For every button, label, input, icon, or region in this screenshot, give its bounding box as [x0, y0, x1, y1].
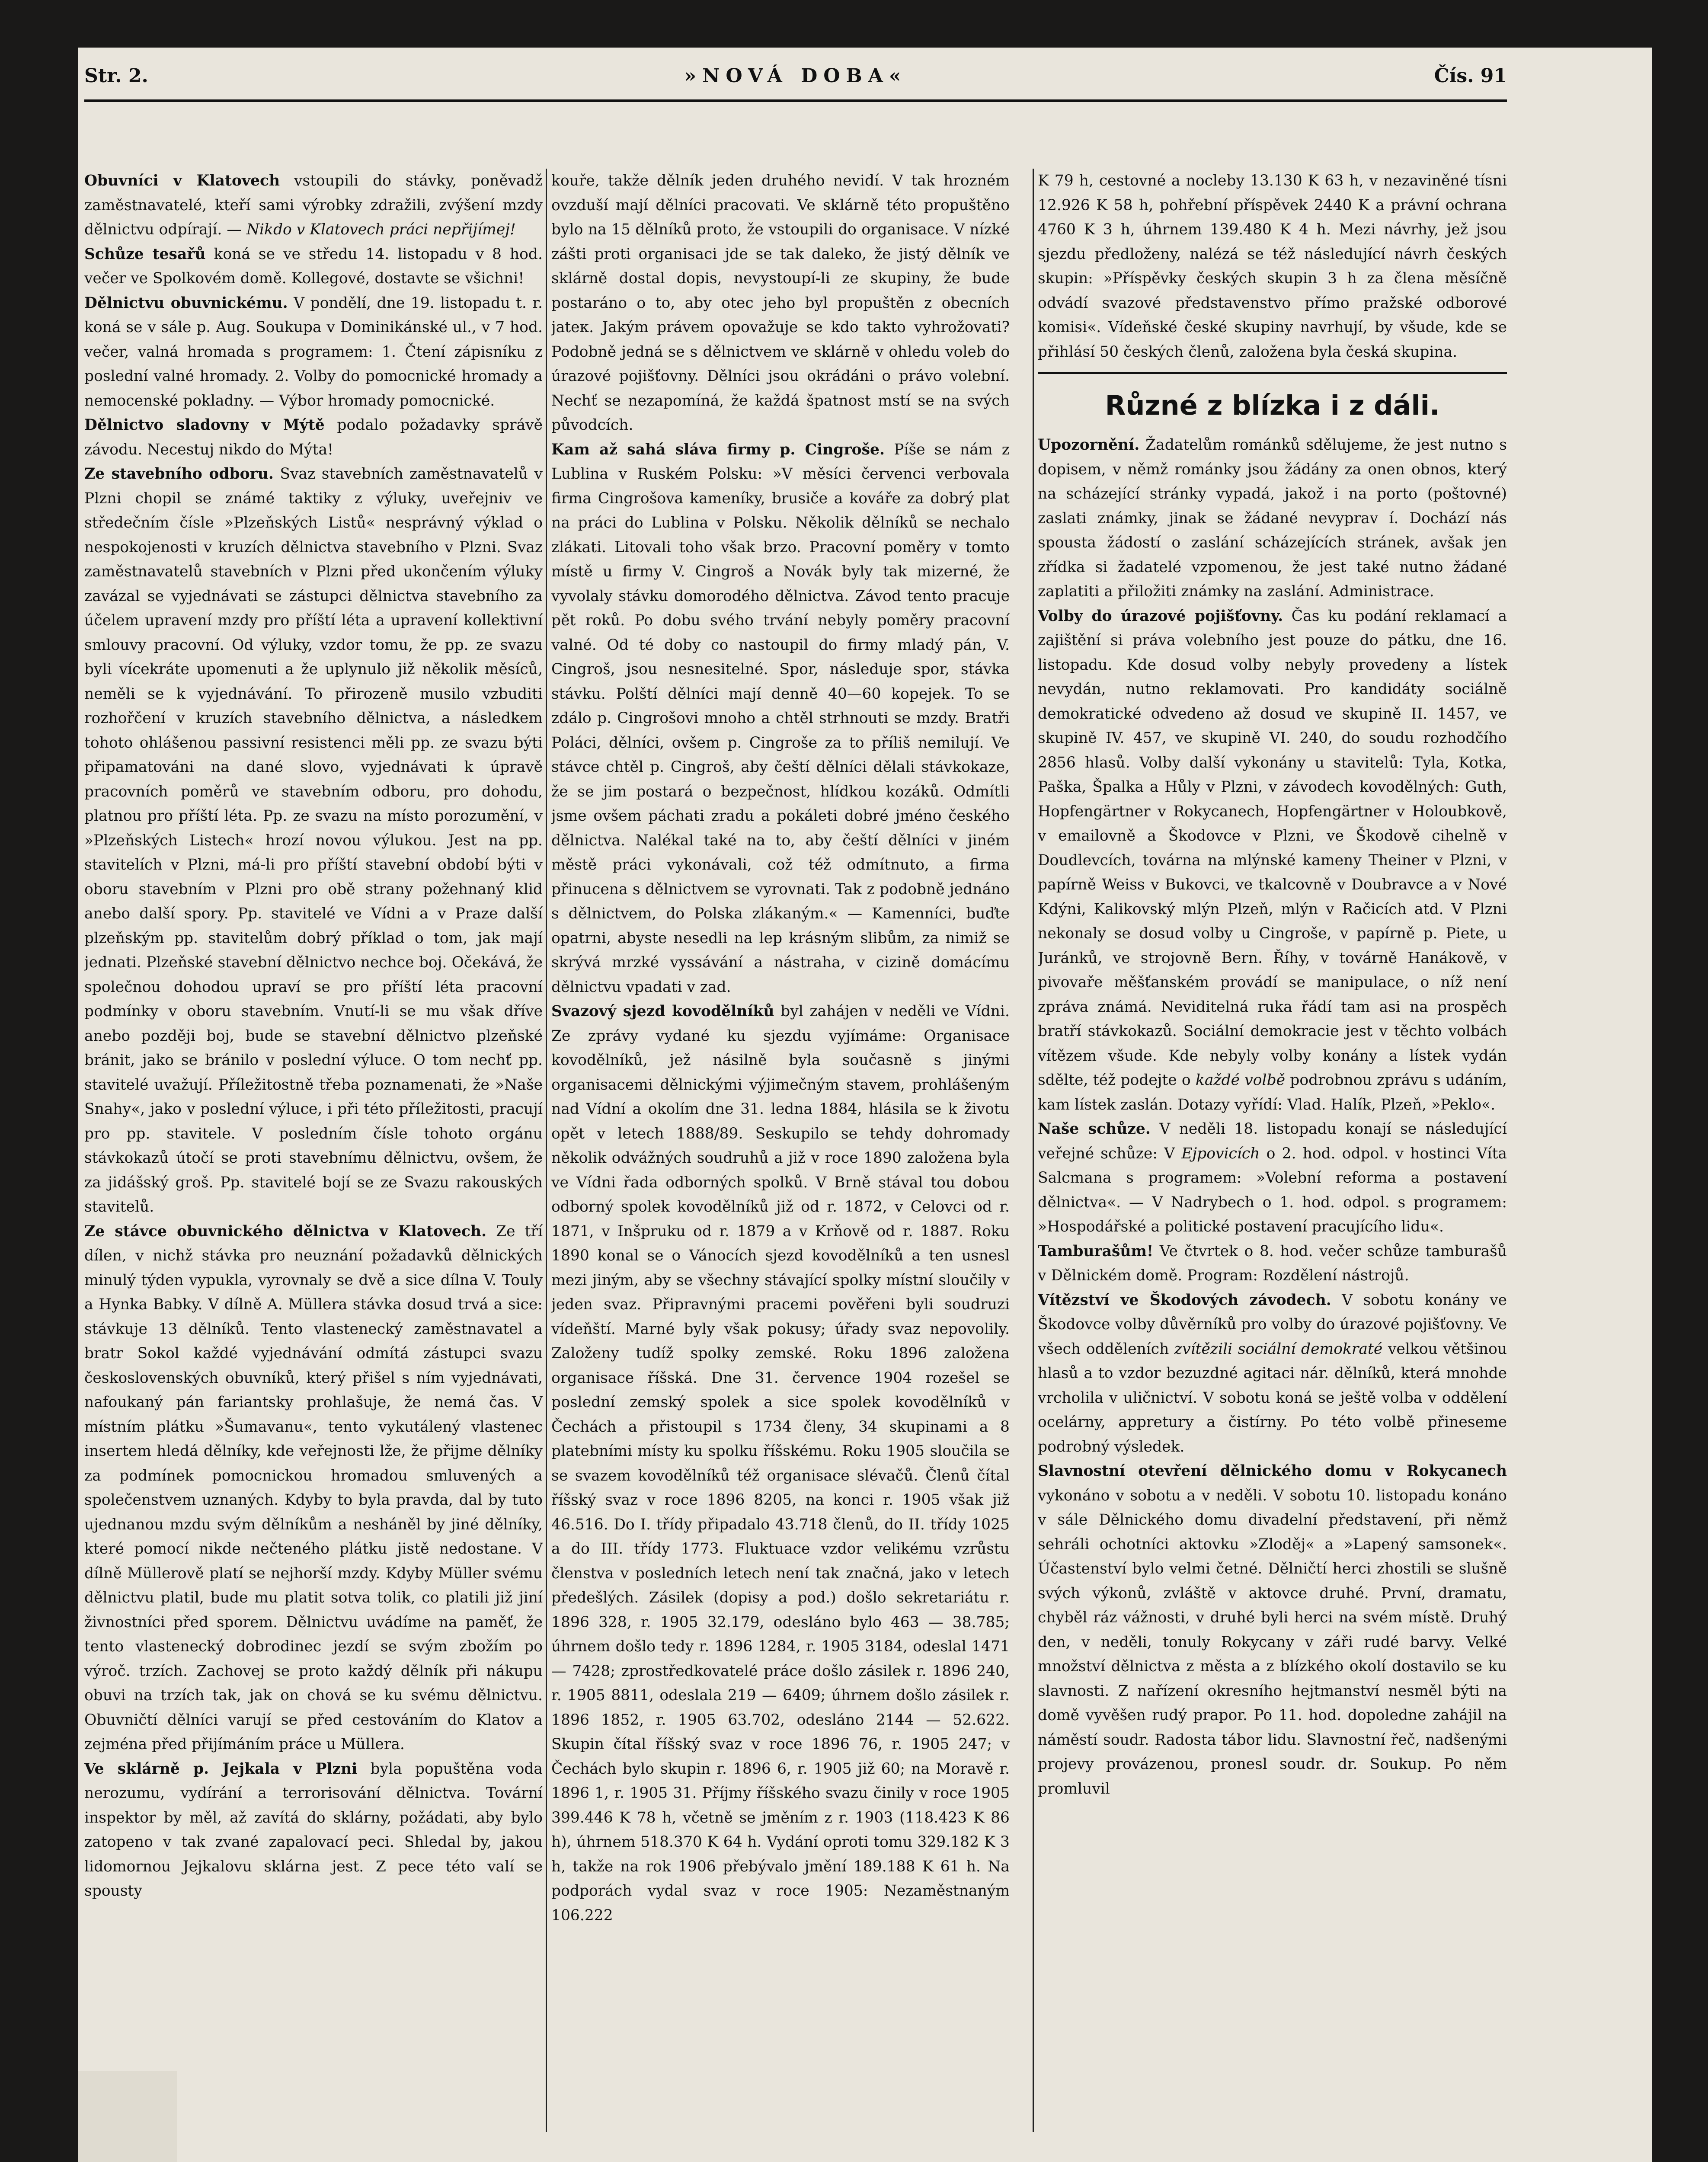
article-text: V sobotu konány ve Škodovce volby důvěrníků pro volby do úrazové pojišťovny. Ve všech odděleních: [1038, 1291, 1507, 1358]
article-text: podalo požadavky správě závodu. Necestuj nikdo do Mýta!: [84, 416, 543, 458]
article-headline: Obuvníci v Klatovech: [84, 172, 280, 189]
article-headline: Upozornění.: [1038, 436, 1140, 454]
article-text: vstoupili do stávky, poněvadž zaměstnavatelé, kteří sami výrobky zdražili, zvýšení mzdy dělnictvu odpírají. —: [84, 172, 543, 238]
article-paragraph: [1038, 1459, 1507, 1801]
article-paragraph: [1038, 169, 1507, 364]
article-text: o 2. hod. odpol. v hostinci Víta Salcmana s programem: »Volební reforma a postavení dělnictva«. — V Nadrybech o 1. hod. odpol. s programem: »Hospodářské a politické postavení pracujícího lidu«.: [1038, 1145, 1507, 1235]
article-text: Čas ku podání reklamací a zajištění si práva volebního jest pouze do pátku, dne 16. listopadu. Kde dosud volby nebyly provedeny a lístek nevydán, nutno reklamovati. Pro kandidáty sociálně demokratické odvedeno až dosud ve skupině II. 1457, ve skupině IV. 457, ve skupině VI. 240, do soudu rozhodčího 2856 hlasů. Volby další vykonány u stavitelů: Tyla, Kotka, Paška, Špalka a Hůly v Plzni, v závodech kovodělných: Guth, Hopfengärtner v Rokycanech, Hopfengärtner v Holoubkově, v emailovně a Škodovce v Plzni, ve Škodově cihelně v Doudlevcích, továrna na mlýnské kameny Theiner v Plzni, v papírně Weiss v Bukovci, ve tkalcovně v Doubravce a v Nové Kdýni, Kalikovský mlýn Plzeň, mlýn v Račicích atd. V Plzni nekonaly se dosud volby u Cingroše, v papírně p. Piete, u Juránků, ve strojovně Bern. Říhy, v továrně Hanákově, v pivovaře měšťanském provádí se manipulace, o níž není zpráva známá. Neviditelná ruka řádí tam asi na prospěch bratří stávkokazů. Sociální demokracie jest v těchto volbách vítězem všude. Kde nebyly volby konány a lístek vydán sdělte, též podejte o: [1038, 607, 1507, 1089]
page-number: Str. 2.: [84, 65, 148, 87]
article-text: Ve čtvrtek o 8. hod. večer schůze tamburašů v Dělnickém domě. Program: Rozdělení nástrojů.: [1038, 1242, 1507, 1284]
article-paragraph: [1038, 604, 1507, 1117]
article-headline: Schůze tesařů: [84, 245, 206, 263]
article-paragraph: [1038, 433, 1507, 604]
article-headline: Tamburašům!: [1038, 1242, 1154, 1260]
article-paragraph: [1038, 1288, 1507, 1459]
article-emphasis: každé volbě: [1195, 1071, 1286, 1089]
article-paragraph: [551, 999, 1010, 1928]
article-paragraph: [84, 413, 543, 462]
article-paragraph: [84, 291, 543, 413]
article-text: K 79 h, cestovné a nocleby 13.130 K 63 h, v nezaviněné tísni 12.926 K 58 h, pohřební příspěvek 2440 K a právní ochrana 4760 K 3 h, úhrnem 139.480 K 4 h. Mezi návrhy, jež jsou sjezdu předloženy, nalézá se též následující návrh českých skupin: »Příspěvky českých skupin 3 h za člena měsíčně odvádí svazové představenstvo přímo pražské odborové komisi«. Vídeňské české skupiny navrhují, by všude, kde se přihlásí 50 českých členů, založena byla česká skupina.: [1038, 172, 1507, 361]
article-text: V pondělí, dne 19. listopadu t. r. koná se v sále p. Aug. Soukupa v Dominikánské ul., v 7 hod. večer, valná hromada s programem: 1. Čtení zápisníku z poslední valné hromady. 2. Volby do pomocnické hromady a nemocenské pokladny. — Výbor hromady pomocnické.: [84, 294, 543, 409]
article-text: kouře, takže dělník jeden druhého nevidí. V tak hrozném ovzduší mají dělníci pracovati. Ve sklárně této propuštěno bylo na 15 dělníků proto, že vstoupili do organisace. V nízké zášti proti organisaci jde se tak daleko, že jistý dělník ve sklárně dostal dopis, nevystoupí-li ze skupiny, že bude postaráno o to, aby otec jeho byl propuštěn z obecních jateк. Jakým právem opovažuje se kdo takto vyhrožovati? Podobně jedná se s dělnictvem ve sklárně v ohledu voleb do úrazové pojišťovny. Dělníci jsou okrádáni o právo volební. Nechť se nezapomíná, že každá špatnost mstí se na svých původcích.: [551, 172, 1010, 434]
article-paragraph: [84, 1219, 543, 1757]
page-header: [84, 65, 1507, 99]
article-text: podrobnou zprávu s udáním, kam lístek zaslán. Dotazy vyřídí: Vlad. Halík, Plzeň, »Peklo«.: [1038, 1071, 1507, 1113]
article-emphasis: Ejpovicích: [1181, 1145, 1260, 1162]
article-text: Žadatelům románků sdělujeme, že jest nutno s dopisem, v němž románky jsou žádány za onen obnos, který na scházející stránky vypadá, jakož i na porto (poštovné) zaslati známky, jinak se žádané nevyprav í. Dochází nás spousta žádostí o zaslání scházejících stránek, avšak jen zřídka si žadatelé vzpomenou, že jest také nutno žádané zaplatiti a přiložiti známky na zaslání. Administrace.: [1038, 436, 1507, 600]
article-headline: Dělnictvu obuvnickému.: [84, 294, 288, 312]
column-3: [1038, 169, 1507, 2132]
article-text: Ze tří dílen, v nichž stávka pro neuznání požadavků dělnických minulý týden vypukla, vyrovnaly se dvě a sice dílna V. Touly a Hynka Babky. V dílně A. Müllera stávka dosud trvá a sice: stávkuje 13 dělníků. Tento vlastenecký zaměstnavatel a bratr Sokol každé vyjednávání odmítá zástupci svazu československých obuvníků, který přišel s ním vyjednávati, nafoukaný pán fariantsky prohlašuje, že nemá čas. V místním plátku »Šumavanu«, tento vykutálený vlastenec insertem hledá dělníky, kde veřejnosti lže, že přijme dělníky za podmínek pomocnickou hromadou smluvených a společenstvem uznaných. Kdyby to byla pravda, dal by tuto ujednanou mzdu svým dělníkům a nesháněl by jiné dělníky, které pomocí nikde nečteného plátku jistě nedostane. V dílně Müllerově platí se nejhorší mzdy. Kdyby Müller svému dělnictvu platil, bude mu platit sotva tolik, co platili již jiní živnostníci před sporem. Dělnictvu uvádíme na paměť, že tento vlastenecký dobrodinec jezdí se svým zbožím po výroč. trzích. Zachovej se proto každý dělník při nákupu obuvi na trzích tak, jak on chová se ku svému dělnictvu. Obuvničtí dělníci varují se před cestováním do Klatov a zejména před přijímáním práce u Müllera.: [84, 1222, 543, 1753]
section-rule: [1038, 372, 1507, 377]
article-text: Píše se nám z Lublina v Ruském Polsku: »V měsíci červenci verbovala firma Cingrošova kameníky, brusiče a kováře za dobrý plat na práci do Lublina v Polsku. Několik dělníků se nechalo zlákati. Litovali toho však brzo. Pracovní poměry v tomto místě u firmy V. Cingroš a Novák byly tak mizerné, že vyvolaly stávku domorodého dělnictva. Závod tento pracuje pět roků. Po dobu svého trvání nebyly poměry pracovní valné. Od té doby co nastoupil do firmy mladý pán, V. Cingroš, jsou nesnesitelné. Spor, následuje spor, stávka stávku. Polští dělníci mají denně 40—60 kopejek. To se zdálo p. Cingrošovi mnoho a chtěl strhnouti se mzdy. Bratři Poláci, dělníci, ovšem p. Cingroše za to příliš nemilují. Ve stávce chtěl p. Cingroš, aby čeští dělníci dělali stávkokaze, že se jim postará o bezpečnost, hlídkou kozáků. Odmítli jsme ovšem páchati zradu a pokáleti dobré jméno českého dělnictva. Nalékal také na to, aby čeští dělníci v jiném městě práci vykonávali, což též odmítnuto, a firma přinucena s dělnictvem se vyrovnati. Tak z podobně jednáno s dělnictvem, do Polska zlákaným.« — Kamenníci, buďte opatrni, abyste nesedli na lep krásným slibům, za nimiž se skrývá mrzké vyssávání a nástraha, v cizině domácímu dělnictvu vpadati v zad.: [551, 441, 1010, 996]
column-2: [551, 169, 1010, 2132]
article-headline: Kam až sahá sláva firmy p. Cingroše.: [551, 441, 885, 458]
article-paragraph: [84, 462, 543, 1219]
column-divider: [546, 169, 547, 2132]
newspaper-title: »NOVÁ DOBA«: [684, 65, 907, 87]
article-paragraph: [84, 242, 543, 291]
article-text: V neděli 18. listopadu konají se následující veřejné schůze: V: [1038, 1120, 1507, 1162]
article-paragraph: [1038, 1117, 1507, 1239]
article-paragraph: [551, 438, 1010, 1000]
article-headline: Ve sklárně p. Jejkala v Plzni: [84, 1760, 358, 1778]
article-headline: Dělnictvo sladovny v Mýtě: [84, 416, 325, 434]
article-text: velkou většinou hlasů a to vzdor bezuzdné agitaci nár. dělníků, která mnohde vrcholila v uličnictví. V sobotu koná se ještě volba v oddělení ocelárny, appreturу a čistírny. Po této volbě přineseme podrobný výsledek.: [1038, 1340, 1507, 1455]
article-paragraph: [84, 169, 543, 242]
article-emphasis: Nikdo v Klatovech práci nepřijímej!: [246, 221, 516, 238]
article-paragraph: [1038, 1239, 1507, 1288]
article-text: vykonáno v sobotu a v neděli. V sobotu 10. listopadu konáno v sále Dělnického domu divadelní představení, při němž sehráli ochotníci aktovku »Zloděj« a »Lapený samsonek«. Účastenství bylo velmi četné. Dělničtí herci zhostili se slušně svých výkonů, zvláště v aktovce druhé. První, dramatu, chyběl ráz vážnosti, v druhé byli herci na svém místě. Druhý den, v neděli, tonuly Rokycany v záři rudé barvy. Velké množství dělnictva z města a z blízkého okolí dostavilo se ku slavnosti. Z nařízení okresního hejtmanství nesměl býti na domě vyvěšen rudý prapor. Po 11. hod. dopoledne zahájil na náměstí soudr. Radosta tábor lidu. Slavnostní řeč, nadšenými projevy provázenou, pronesl soudr. dr. Soukup. Po něm promluvil: [1038, 1487, 1507, 1797]
article-text: koná se ve středu 14. listopadu v 8 hod. večer ve Spolkovém domě. Kollegové, dostavte se všichni!: [84, 245, 543, 287]
section-title: Různé z blízka i z dáli.: [1105, 390, 1440, 421]
article-paragraph: [84, 1757, 543, 1903]
article-text: byl zahájen v neděli ve Vídni. Ze zprávy vydané ku sjezdu vyjímáme: Organisace kovodělníků, jež násilně byla současně s jinými organisacemi dělnickými výjimečným stavem, prohlášeným nad Vídní a okolím dne 31. ledna 1884, hlásila se k životu opět v letech 1888/89. Seskupilo se tehdy dohromady několik odvážných soudruhů a již v roce 1890 založena byla ve Vídni řada odborných spolků. V Brně stával tou dobou odborný spolek kovodělníků již od r. 1872, v Celovci od r. 1871, v Inšpruku od r. 1879 a v Krňově od r. 1887. Roku 1890 konal se o Vánocích sjezd kovodělníků a ten usnesl mezi jiným, aby se všechny stávající spolky místní sloučily v jeden svaz. Připravnými pracemi pověřeni byli soudruzi vídeňští. Marné byly však pokusy; úřady svaz nepovolily. Založeny tudíž spolky zemské. Roku 1896 založena organisace říšská. Dne 31. července 1904 rozešel se poslední zemský spolek a sice spolek kovodělníků v Čechách a přistoupil s 1734 členy, 34 skupinami a 8 platebními místy ku spolku říšskému. Roku 1905 sloučila se se svazem kovodělníků též organisace slévačů. Členů čítal říšský svaz v roce 1896 8205, na konci r. 1905 však již 46.516. Do I. třídy připadalo 43.718 členů, do II. třídy 1025 a do III. třídy 1773. Fluktuace vzdor velikému vzrůstu členstva v posledních letech není tak značná, jako v letech předešlých. Zásilek (dopisy a pod.) došlo sekretariátu r. 1896 328, r. 1905 32.179, odesláno bylo 463 — 38.785; úhrnem došlo tedy r. 1896 1284, r. 1905 3184, odeslal 1471 — 7428; zprostředkovatelé práce došlo zásilek r. 1896 240, r. 1905 8811, odeslala 219 — 6409; úhrnem došlo zásilek r. 1896 1852, r. 1905 63.702, odesláno 2144 — 52.622. Skupin čítal říšský svaz v roce 1896 76, r. 1905 247; v Čechách bylo skupin r. 1896 6, r. 1905 již 60; na Moravě r. 1896 1, r. 1905 31. Příjmy říšského svazu činily v roce 1905 399.446 K 78 h, včetně se jměním z r. 1903 (118.423 K 86 h), úhrnem 518.370 K 64 h. Vydání oproti tomu 329.182 K 3 h, takže na rok 1906 přebývalo jmění 189.188 K 61 h. Na podporách vydal svaz v roce 1905: Nezaměstnaným 106.222: [551, 1003, 1010, 1924]
article-text: byla popuštěna voda nerozumu, vydírání a terrorisování dělnictva. Tovární inspektor by měl, až zavítá do sklárny, požádati, aby bylo zatopeno v tak zvané zapalovací peci. Shledal by, jakou lidomornou Jejkalovu sklárna jest. Z pece této valí se spousty: [84, 1760, 543, 1900]
article-headline: Svazový sjezd kovodělníků: [551, 1003, 774, 1020]
article-headline: Volby do úrazové pojišťovny.: [1038, 607, 1283, 625]
article-headline: Vítězství ve Škodových závodech.: [1038, 1291, 1331, 1309]
header-rule: [84, 99, 1507, 102]
article-emphasis: zvítězili sociální demokraté: [1174, 1340, 1383, 1358]
article-paragraph: [551, 169, 1010, 438]
article-headline: Ze stávce obuvnického dělnictva v Klatovech.: [84, 1222, 487, 1240]
article-headline: Slavnostní otevření dělnického domu v Rokycanech: [1038, 1462, 1507, 1480]
article-headline: Naše schůze.: [1038, 1120, 1151, 1138]
column-divider: [1033, 169, 1034, 2132]
article-headline: Ze stavebního odboru.: [84, 465, 274, 483]
issue-number: Čís. 91: [1434, 65, 1507, 87]
column-1: [84, 169, 543, 2132]
article-text: Svaz stavebních zaměstnavatelů v Plzni chopil se známé taktiky z výluky, uveřejniv ve středečním čísle »Plzeňských Listů« nesprávný výklad o nespokojenosti v kruzích dělnictva stavebního v Plzni. Svaz zaměstnavatelů stavebních v Plzni před ukončením výluky zavázal se vyjednávati se zástupci dělnictva stavebního za účelem upravení mzdy pro příští léta a upravení kollektivní smlouvy pracovní. Od výluky, vzdor tomu, že pp. ze svazu byli vícekráte upomenuti a že uplynulo již několik měsíců, neměli se k vyjednávání. To přirozeně musilo vzbuditi rozhořčení v kruzích stavebního dělnictva, a následkem tohoto ohlášenou passivní resistenci měli pp. ze svazu býti připamatováni na dané slovo, vyjednávati k úpravě pracovních poměrů ve stavebním odboru, pro dohodu, platnou pro příští léta. Pp. ze svazu na místo porozumění, v »Plzeňských Listech« hrozí novou výlukou. Jest na pp. stavitelích v Plzni, má-li pro příští stavební období býti v oboru stavebním v Plzni pro obě strany požehnaný klid anebo další spory. Pp. stavitelé ve Vídni a v Praze další plzeňským pp. stavitelům dobrý příklad o tom, jak mají jednati. Plzeňské stavební dělnictvo nechce boj. Očekává, že společnou dohodou upraví se pro příští léta pracovní podmínky v oboru stavebním. Vnutí-li se mu však dříve anebo později boj, bude se stavební dělnictvo plzeňské bránit, jako se bránilo v poslední výluce. O tom nechť pp. stavitelé uvažují. Příležitostně třeba poznamenati, že »Naše Snahy«, jako v poslední výluce, i při této příležitosti, pracují pro pp. stavitele. V posledním čísle tohoto orgánu stávkokazů útočí se proti stavebnímu dělnictvu, ovšem, že za jidášský groš. Pp. stavitelé bojí se ze Svazu rakouských stavitelů.: [84, 465, 543, 1215]
